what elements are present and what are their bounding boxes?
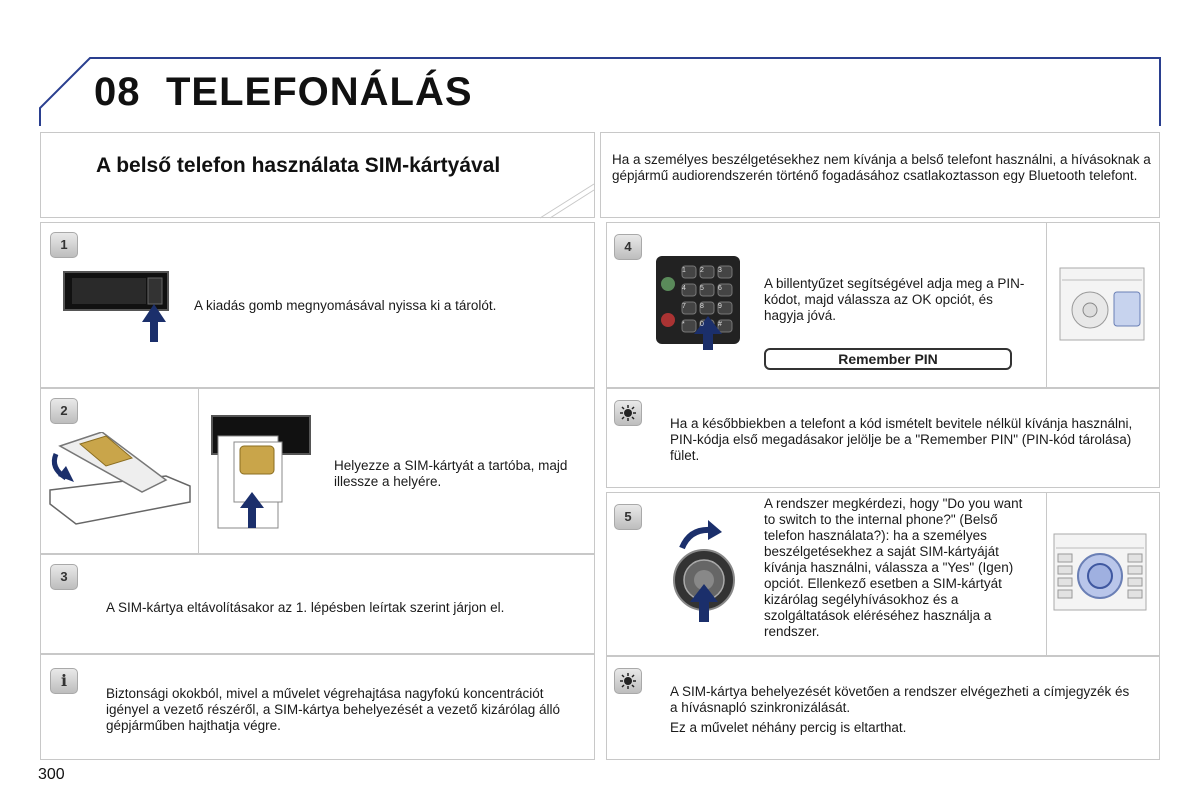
key-6: 6 [718,285,722,292]
tip-2-text-2: Ez a művelet néhány percig is eltarthat. [670,720,907,735]
info-icon: i [50,668,78,694]
step-2-badge: 2 [50,398,78,424]
key-4: 4 [682,285,686,292]
key-5: 5 [700,285,704,292]
intro-text: Ha a személyes beszélgetésekhez nem kívánja a belső telefont használni, a hívásoknak a gépjármű audiorendszerén történő fogadásához csatlakoztasson egy Bluetooth telefont. [612,152,1151,183]
key-star: * [682,321,685,328]
chapter-title: TELEFONÁLÁS [166,70,473,114]
tip-2-text-1: A SIM-kártya behelyezését követően a rendszer elvégezheti a címjegyzék és a hívásnapló szinkronizálását. [670,684,1130,715]
chapter-number: 08 [94,70,141,114]
key-hash: # [718,321,722,328]
console-thumbnail-knob [1052,532,1148,612]
sim-tray-illustration [46,432,192,532]
tip-1-icon [614,400,642,426]
sim-slot-illustration [210,414,314,532]
remember-pin-button[interactable]: Remember PIN [764,348,1012,370]
page-number: 300 [38,766,65,783]
key-0: 0 [700,321,704,328]
rotary-knob-illustration [668,518,744,622]
step-1-text: A kiadás gomb megnyomásával nyissa ki a tárolót. [194,298,497,313]
key-2: 2 [700,267,704,274]
tip-1-text: Ha a későbbiekben a telefont a kód ismételt bevitele nélkül kívánja használni, PIN-kódja első megadásakor jelölje be a "Remember PIN" (PIN-kód tárolása) fület. [670,416,1133,463]
release-button-illustration [62,270,172,344]
tip-2-icon [614,668,642,694]
step-3-text: A SIM-kártya eltávolításakor az 1. lépésben leírtak szerint járjon el. [106,600,505,615]
step-4-badge: 4 [614,234,642,260]
key-1: 1 [682,267,686,274]
key-3: 3 [718,267,722,274]
info-text: Biztonsági okokból, mivel a művelet végrehajtása nagyfokú koncentrációt igényel a vezető részéről, a SIM-kártya behelyezését a vezető kizárólag álló gépjárműben hajthatja végre. [106,686,560,733]
key-8: 8 [700,303,704,310]
step-4-text: A billentyűzet segítségével adja meg a PIN-kódot, majd válassza az OK opciót, és hagyja jóvá. [764,276,1025,323]
step-5-text: A rendszer megkérdezi, hogy "Do you want to switch to the internal phone?" (Belső telefon használata?): ha a személyes beszélgetésekhez a saját SIM-kártyáját kívánja használni, válassza a "Yes" (Igen) opciót. Ellenkező esetben a SIM-kártyát kizárólag segélyhívásokhoz és a szolgáltatások eléréséhez használja a rendszer. [764,496,1023,639]
step-1-badge: 1 [50,232,78,258]
step-3-badge: 3 [50,564,78,590]
title-corner-decoration [530,182,596,219]
key-7: 7 [682,303,686,310]
step-2-text: Helyezze a SIM-kártyát a tartóba, majd illessze a helyére. [334,458,568,489]
console-thumbnail-keypad [1058,266,1146,342]
key-9: 9 [718,303,722,310]
section-title: A belső telefon használata SIM-kártyával [96,154,501,177]
keypad-illustration [654,254,744,350]
step-5-badge: 5 [614,504,642,530]
